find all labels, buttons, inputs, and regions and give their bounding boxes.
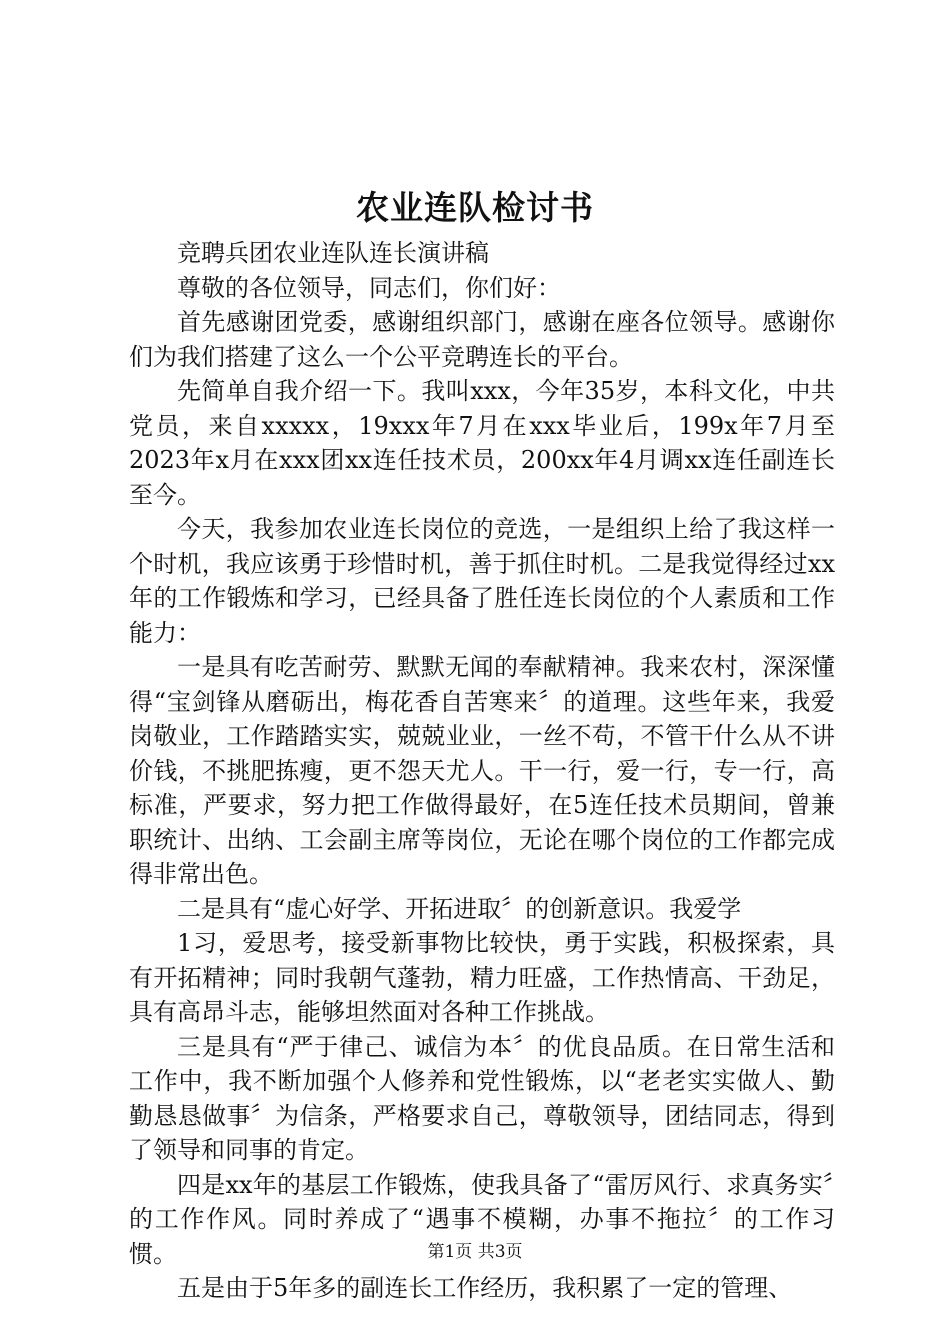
paragraph-thanks: 首先感谢团党委，感谢组织部门，感谢在座各位领导。感谢你们为我们搭建了这么一个公平竞聘连长的平台。 bbox=[129, 308, 835, 371]
paragraph-point-three: 三是具有“严于律己、诚信为本〞的优良品质。在日常生活和工作中，我不断加强个人修养和党性锻炼，以“老老实实做人、勤勤恳恳做事〞为信条，严格要求自己，尊敬领导，团结同志，得到了领导和同事的肯定。 bbox=[129, 1032, 835, 1164]
paragraph-greeting: 尊敬的各位领导，同志们，你们好： bbox=[177, 273, 561, 302]
document-title: 农业连队检讨书 bbox=[356, 188, 594, 227]
paragraph-speech-heading: 竞聘兵团农业连队连长演讲稿 bbox=[177, 239, 489, 267]
paragraph-reason: 今天，我参加农业连长岗位的竞选，一是组织上给了我这样一个时机，我应该勇于珍惜时机，善于抓住时机。二是我觉得经过xx年的工作锻炼和学习，已经具备了胜任连长岗位的个人素质和工作能力： bbox=[129, 515, 835, 647]
paragraph-point-one: 一是具有吃苦耐劳、默默无闻的奉献精神。我来农村，深深懂得“宝剑锋从磨砺出，梅花香自苦寒来〞的道理。这些年来，我爱岗敬业，工作踏踏实实，兢兢业业，一丝不苟，不管干什么从不讲价钱，不挑肥拣瘦，更不怨天尤人。干一行，爱一行，专一行，高标准，严要求，努力把工作做得最好，在5连任技术员期间，曾兼职统计、出纳、工会副主席等岗位，无论在哪个岗位的工作都完成得非常出色。 bbox=[129, 653, 835, 888]
document-body bbox=[129, 236, 835, 1306]
paragraph-self-intro: 先简单自我介绍一下。我叫xxx，今年35岁，本科文化，中共党员，来自xxxxx，19xxx年7月在xxx毕业后，199x年7月至2023年x月在xxx团xx连任技术员，200xx年4月调xx连任副连长至今。 bbox=[129, 377, 835, 509]
paragraph-point-five: 五是由于5年多的副连长工作经历，我积累了一定的管理、 bbox=[177, 1274, 793, 1302]
paragraph-point-four: 四是xx年的基层工作锻炼，使我具备了“雷厉风行、求真务实〞的工作作风。同时养成了“遇事不模糊，办事不拖拉〞的工作习惯。 bbox=[129, 1170, 835, 1268]
page-footer: 第1页 共3页 bbox=[427, 1242, 523, 1262]
paragraph-point-two: 二是具有“虚心好学、开拓进取〞的创新意识。我爱学 bbox=[177, 894, 742, 923]
paragraph-point-two-continued: 1习，爱思考，接受新事物比较快，勇于实践，积极探索，具有开拓精神；同时我朝气蓬勃，精力旺盛，工作热情高、干劲足，具有高昂斗志，能够坦然面对各种工作挑战。 bbox=[129, 929, 835, 1026]
